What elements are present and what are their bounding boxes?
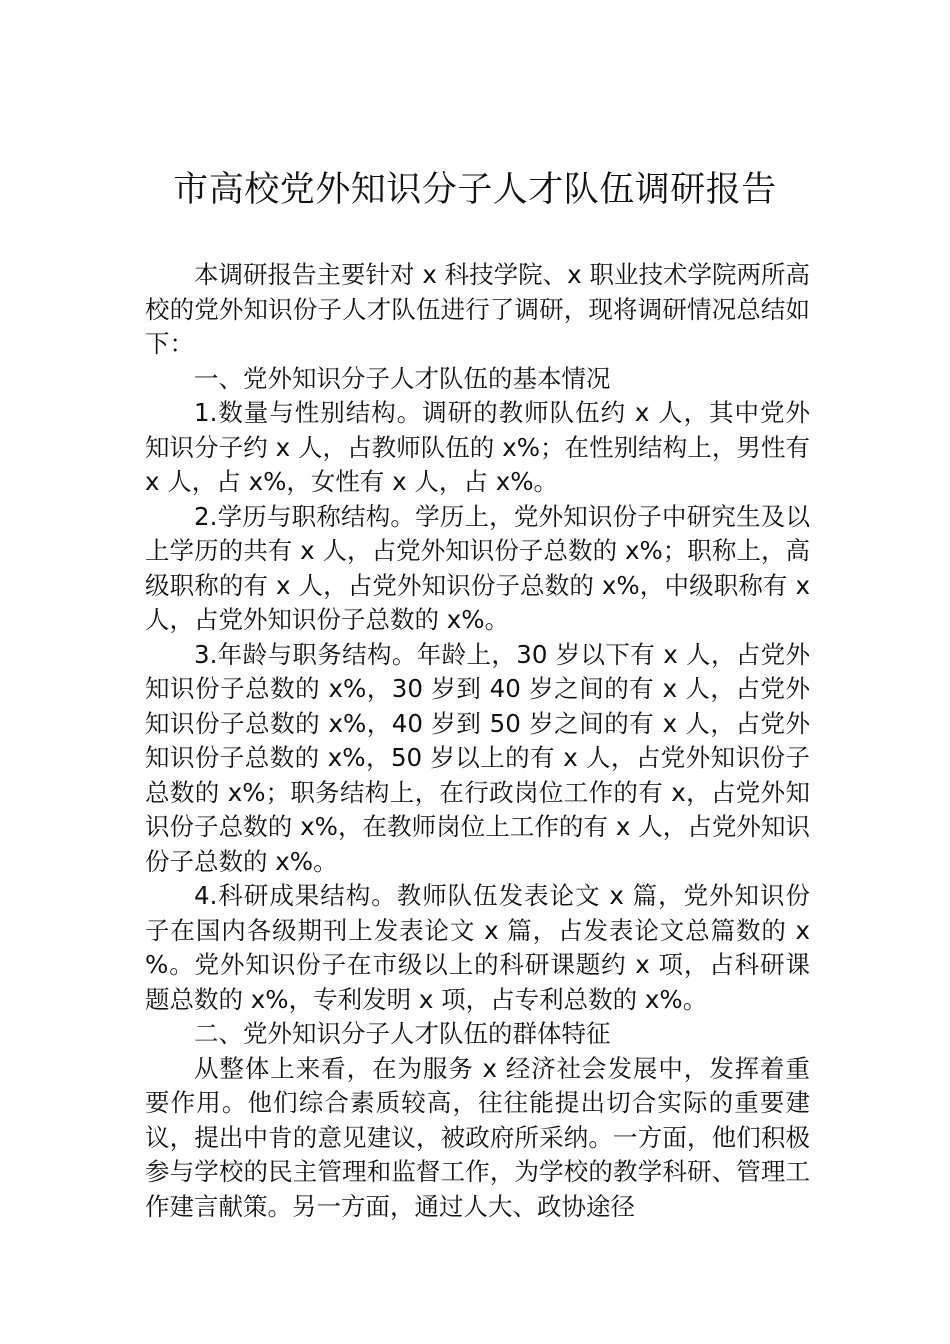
paragraph-education-title: 2.学历与职称结构。学历上，党外知识份子中研究生及以上学历的共有 x 人，占党外知识份子总数的 x%；职称上，高级职称的有 x 人，占党外知识份子总数的 x%，中级职称有 x 人，占党外知识份子总数的 x%。 [145, 501, 810, 634]
paragraph-overall-role: 从整体上来看，在为服务 x 经济社会发展中，发挥着重要作用。他们综合素质较高，往往能提出切合实际的重要建议，提出中肯的意见建议，被政府所采纳。一方面，他们积极参与学校的民主管理和监督工作，为学校的教学科研、管理工作建言献策。另一方面，通过人大、政协途径 [145, 1053, 810, 1221]
paragraph-quantity-gender: 1.数量与性别结构。调研的教师队伍约 x 人，其中党外知识分子约 x 人，占教师队伍的 x%；在性别结构上，男性有 x 人，占 x%，女性有 x 人，占 x%。 [145, 398, 810, 496]
paragraph-age-position: 3.年龄与职务结构。年龄上，30 岁以下有 x 人，占党外知识份子总数的 x%，30 岁到 40 岁之间的有 x 人，占党外知识份子总数的 x%，40 岁到 50 岁之间的有 x 人，占党外知识份子总数的 x%，50 岁以上的有 x 人，占党外知识份子总数的 x%；职务结构上，在行政岗位工作的有 x，占党外知识份子总数的 x%，在教师岗位上工作的有 x 人，占党外知识份子总数的 x%。 [145, 639, 810, 876]
section-heading-group-features: 二、党外知识分子人才队伍的群体特征 [194, 1019, 611, 1048]
document-body [145, 258, 810, 1224]
intro-paragraph: 本调研报告主要针对 x 科技学院、x 职业技术学院两所高校的党外知识份子人才队伍进行了调研，现将调研情况总结如下： [145, 260, 810, 358]
document-title: 市高校党外知识分子人才队伍调研报告 [173, 170, 777, 210]
paragraph-research-output: 4.科研成果结构。教师队伍发表论文 x 篇，党外知识份子在国内各级期刊上发表论文 x 篇，占发表论文总篇数的 x %。党外知识份子在市级以上的科研课题约 x 项，占科研课题总数的 x%，专利发明 x 项，占专利总数的 x%。 [145, 881, 810, 1014]
section-heading-basic-situation: 一、党外知识分子人才队伍的基本情况 [194, 363, 611, 393]
